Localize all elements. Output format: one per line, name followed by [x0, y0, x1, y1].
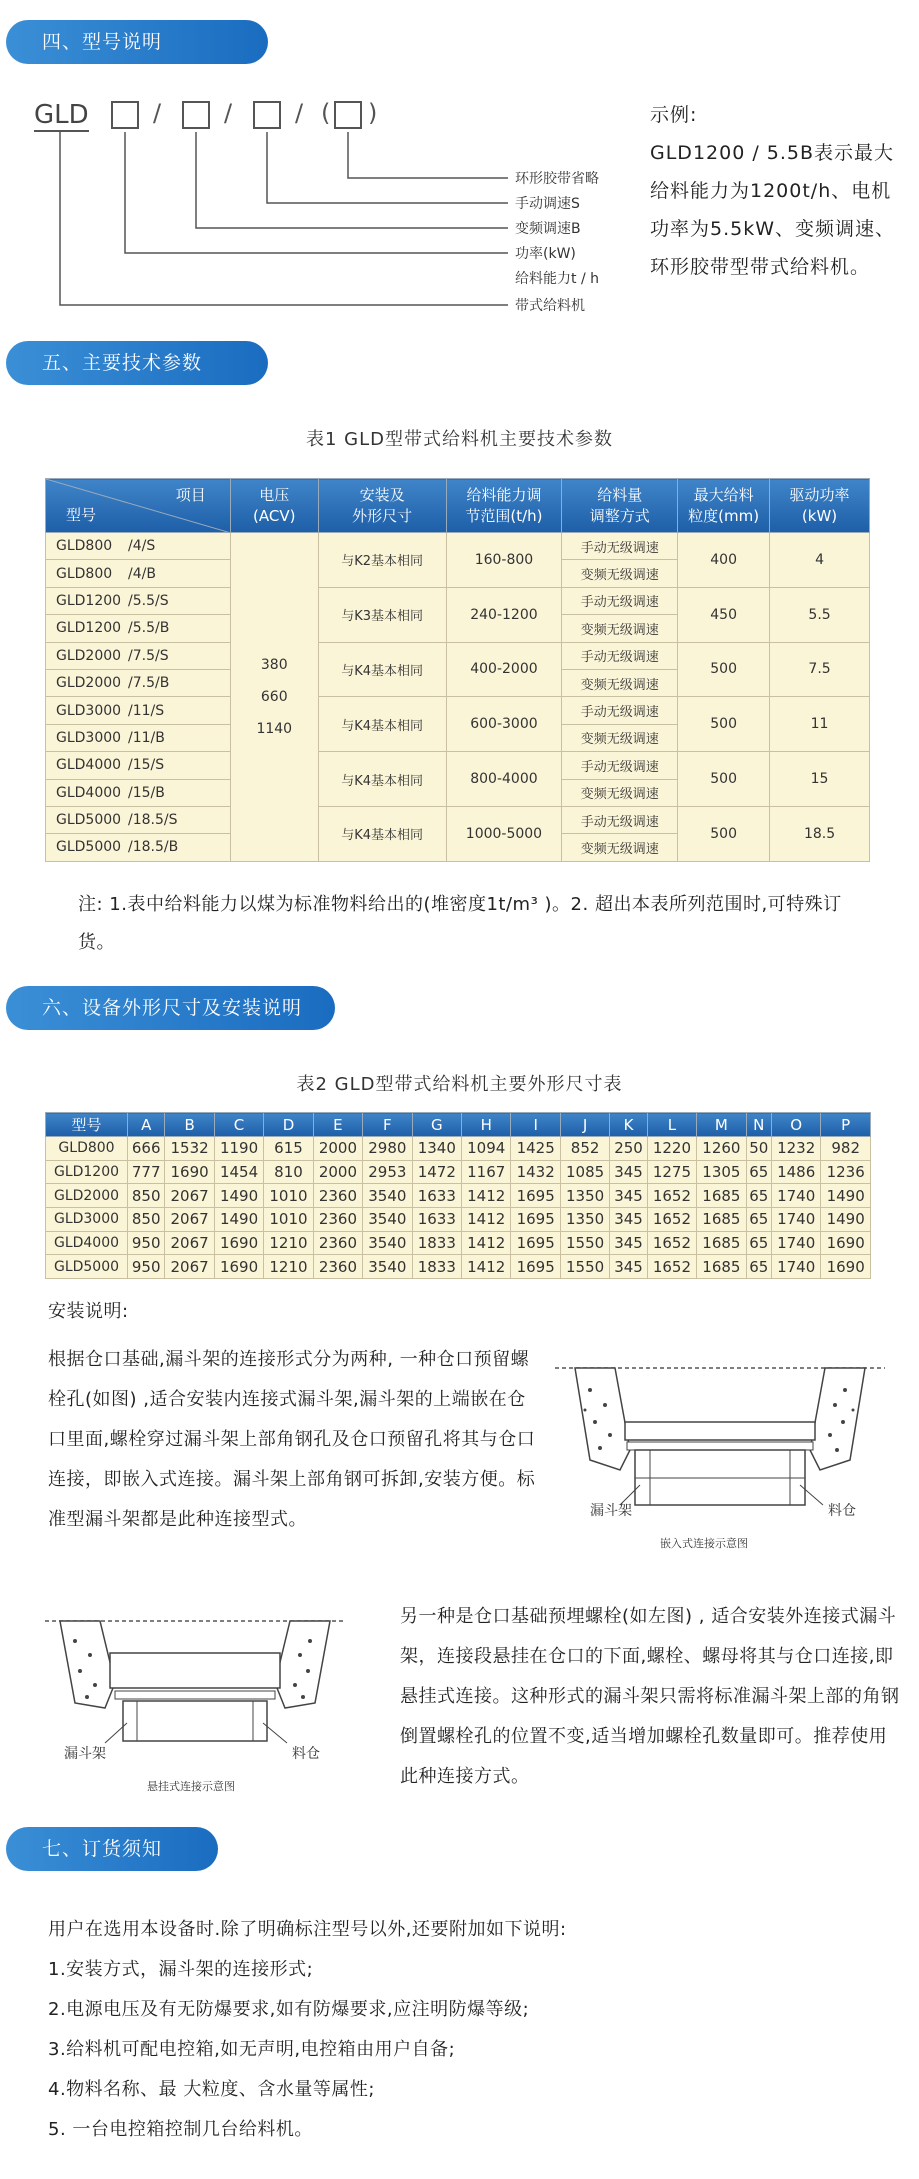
- adjust-mode-cell: 手动无级调速: [562, 533, 678, 560]
- dimension-cell: 3540: [363, 1208, 412, 1232]
- model-cell: GLD2000 /7.5/B: [46, 669, 231, 696]
- table-row: [46, 806, 870, 833]
- order-item-1: 1.安装方式，漏斗架的连接形式;: [48, 1959, 314, 1980]
- dimension-cell: 1010: [264, 1184, 313, 1208]
- dimension-cell: 1690: [165, 1160, 214, 1184]
- table-row: [46, 642, 870, 669]
- header-adjust: 给料量 调整方式: [562, 479, 678, 533]
- capacity-cell: 1000-5000: [446, 806, 562, 861]
- dimension-cell: 1690: [214, 1231, 263, 1255]
- embedded-caption: 嵌入式连接示意图: [660, 1537, 748, 1550]
- dimension-cell: 65: [746, 1255, 771, 1279]
- table-row: [46, 587, 870, 614]
- dimension-cell: 1210: [264, 1255, 313, 1279]
- install-paragraph-1: 根据仓口基础,漏斗架的连接形式分为两种, 一种仓口预留螺栓孔(如图) ,适合安装内连接式漏斗架,漏斗架的上端嵌在仓口里面,螺栓穿过漏斗架上部角钢孔及仓口预留孔将其与仓口连接，即嵌入式连接。漏斗架上部角钢可拆卸,安装方便。标准型漏斗架都是此种连接型式。: [48, 1349, 536, 1530]
- legend-manual: 手动调速S: [515, 196, 580, 212]
- capacity-cell: 240-1200: [446, 587, 562, 642]
- table2-caption: 表2 GLD型带式给料机主要外形尺寸表: [296, 1074, 623, 1095]
- model-cell: GLD1200 /5.5/B: [46, 615, 231, 642]
- model-prefix: GLD: [34, 100, 89, 130]
- dimension-cell: 2067: [165, 1255, 214, 1279]
- column-header: D: [264, 1113, 313, 1137]
- adjust-mode-cell: 手动无级调速: [562, 806, 678, 833]
- adjust-mode-cell: 变频无级调速: [562, 834, 678, 861]
- model-cell: GLD3000: [46, 1208, 128, 1232]
- install-cell: 与K4基本相同: [318, 806, 446, 861]
- table-row: [46, 752, 870, 779]
- dimension-cell: 850: [128, 1208, 165, 1232]
- dimension-cell: 2360: [313, 1184, 362, 1208]
- dimension-cell: 1190: [214, 1137, 263, 1161]
- grain-cell: 400: [678, 533, 770, 588]
- dimension-cell: 65: [746, 1184, 771, 1208]
- power-cell: 7.5: [770, 642, 870, 697]
- header-power: 驱动功率 (kW): [770, 479, 870, 533]
- column-header: M: [697, 1113, 746, 1137]
- dimension-cell: 982: [821, 1137, 871, 1161]
- dimension-cell: 1740: [771, 1208, 820, 1232]
- dimension-cell: 1550: [560, 1255, 609, 1279]
- dimension-cell: 1350: [560, 1184, 609, 1208]
- dimension-cell: 1275: [647, 1160, 696, 1184]
- model-cell: GLD800 /4/S: [46, 533, 231, 560]
- dimension-cell: 1412: [462, 1255, 511, 1279]
- grain-cell: 450: [678, 587, 770, 642]
- column-header: N: [746, 1113, 771, 1137]
- adjust-mode-cell: 手动无级调速: [562, 587, 678, 614]
- dimension-cell: 777: [128, 1160, 165, 1184]
- order-intro: 用户在选用本设备时.除了明确标注型号以外,还要附加如下说明:: [48, 1919, 567, 1940]
- dimension-cell: 1260: [697, 1137, 746, 1161]
- dimension-cell: 1652: [647, 1184, 696, 1208]
- model-close-paren: ): [368, 99, 378, 127]
- column-header: F: [363, 1113, 412, 1137]
- dimension-cell: 1740: [771, 1231, 820, 1255]
- dimension-cell: 1633: [412, 1184, 461, 1208]
- dimension-cell: 50: [746, 1137, 771, 1161]
- dimension-cell: 1305: [697, 1160, 746, 1184]
- section-title-params: 五、主要技术参数: [6, 341, 268, 385]
- adjust-mode-cell: 手动无级调速: [562, 642, 678, 669]
- dimension-cell: 250: [610, 1137, 647, 1161]
- dimension-cell: 1210: [264, 1231, 313, 1255]
- column-header: 型号: [46, 1113, 128, 1137]
- power-cell: 4: [770, 533, 870, 588]
- model-slash: /: [295, 99, 304, 127]
- adjust-mode-cell: 变频无级调速: [562, 724, 678, 751]
- dimension-cell: 1085: [560, 1160, 609, 1184]
- header-item: 项目: [175, 486, 206, 504]
- dimension-cell: 1695: [511, 1255, 560, 1279]
- dimension-cell: 1490: [821, 1184, 871, 1208]
- embedded-bin-label: 料仓: [828, 1503, 856, 1519]
- dimension-cell: 1652: [647, 1255, 696, 1279]
- example-label: 示例:: [650, 104, 698, 126]
- table-row: [46, 1208, 871, 1232]
- dimension-cell: 1633: [412, 1208, 461, 1232]
- model-cell: GLD4000 /15/S: [46, 752, 231, 779]
- dimension-cell: 1232: [771, 1137, 820, 1161]
- dimension-cell: 2000: [313, 1160, 362, 1184]
- column-header: H: [462, 1113, 511, 1137]
- install-cell: 与K4基本相同: [318, 697, 446, 752]
- model-cell: GLD3000 /11/B: [46, 724, 231, 751]
- section-title-dimensions: 六、设备外形尺寸及安装说明: [6, 986, 335, 1030]
- suspended-hopper-label: 漏斗架: [64, 1746, 106, 1762]
- model-cell: GLD1200 /5.5/S: [46, 587, 231, 614]
- tech-params-table: [45, 478, 870, 862]
- dimension-cell: 345: [610, 1255, 647, 1279]
- table-row: [46, 1231, 871, 1255]
- table-row: [46, 697, 870, 724]
- model-cell: GLD3000 /11/S: [46, 697, 231, 724]
- power-cell: 15: [770, 752, 870, 807]
- model-connector-lines-2: [0, 0, 520, 330]
- column-header: E: [313, 1113, 362, 1137]
- model-cell: GLD2000: [46, 1184, 128, 1208]
- dimension-cell: 1833: [412, 1231, 461, 1255]
- dimension-cell: 345: [610, 1160, 647, 1184]
- capacity-cell: 160-800: [446, 533, 562, 588]
- example-text: GLD1200 / 5.5B表示最大给料能力为1200t/h、电机功率为5.5kW、变频调速、环形胶带型带式给料机。: [650, 142, 896, 278]
- dimension-cell: 65: [746, 1231, 771, 1255]
- dimension-cell: 1490: [821, 1208, 871, 1232]
- grain-cell: 500: [678, 697, 770, 752]
- adjust-mode-cell: 手动无级调速: [562, 752, 678, 779]
- header-install: 安装及 外形尺寸: [318, 479, 446, 533]
- grain-cell: 500: [678, 642, 770, 697]
- dimension-cell: 850: [128, 1184, 165, 1208]
- table-row: [46, 1160, 871, 1184]
- install-cell: 与K4基本相同: [318, 642, 446, 697]
- table1-note: 注: 1.表中给料能力以煤为标准物料给出的(堆密度1t/m³ )。2. 超出本表所列范围时,可特殊订货。: [78, 894, 842, 953]
- order-item-5: 5. 一台电控箱控制几台给料机。: [48, 2119, 313, 2140]
- install-cell: 与K3基本相同: [318, 587, 446, 642]
- legend-capacity: 给料能力t / h: [515, 271, 599, 287]
- dimension-cell: 345: [610, 1231, 647, 1255]
- table-row: [46, 533, 870, 560]
- dimension-cell: 2953: [363, 1160, 412, 1184]
- dimension-cell: 1695: [511, 1208, 560, 1232]
- dimension-cell: 1340: [412, 1137, 461, 1161]
- adjust-mode-cell: 变频无级调速: [562, 560, 678, 587]
- dimension-cell: 3540: [363, 1255, 412, 1279]
- adjust-mode-cell: 变频无级调速: [562, 615, 678, 642]
- legend-power: 功率(kW): [515, 246, 576, 262]
- table-row: [46, 1137, 871, 1161]
- suspended-bin-label: 料仓: [292, 1746, 320, 1762]
- model-example: [650, 96, 910, 286]
- model-cell: GLD5000 /18.5/B: [46, 834, 231, 861]
- order-notes: [48, 1910, 868, 2150]
- dimension-cell: 2067: [165, 1208, 214, 1232]
- order-item-2: 2.电源电压及有无防爆要求,如有防爆要求,应注明防爆等级;: [48, 1999, 530, 2020]
- model-cell: GLD1200: [46, 1160, 128, 1184]
- column-header: O: [771, 1113, 820, 1137]
- dimension-cell: 1486: [771, 1160, 820, 1184]
- adjust-mode-cell: 变频无级调速: [562, 779, 678, 806]
- model-cell: GLD800 /4/B: [46, 560, 231, 587]
- dimensions-table: [45, 1112, 871, 1279]
- embedded-hopper-label: 漏斗架: [590, 1503, 632, 1519]
- model-cell: GLD4000: [46, 1231, 128, 1255]
- dimension-cell: 1432: [511, 1160, 560, 1184]
- dimension-cell: 1454: [214, 1160, 263, 1184]
- dimension-cell: 345: [610, 1184, 647, 1208]
- dimension-cell: 852: [560, 1137, 609, 1161]
- dimension-cell: 65: [746, 1160, 771, 1184]
- dimension-cell: 2360: [313, 1255, 362, 1279]
- dimension-cell: 2067: [165, 1231, 214, 1255]
- table1-caption: 表1 GLD型带式给料机主要技术参数: [305, 429, 613, 450]
- dimension-cell: 1412: [462, 1231, 511, 1255]
- dimension-cell: 1833: [412, 1255, 461, 1279]
- column-header: C: [214, 1113, 263, 1137]
- column-header: B: [165, 1113, 214, 1137]
- dimension-cell: 65: [746, 1208, 771, 1232]
- install-title: 安装说明:: [48, 1301, 129, 1322]
- order-item-3: 3.给料机可配电控箱,如无声明,电控箱由用户自备;: [48, 2039, 456, 2060]
- dimension-cell: 2067: [165, 1184, 214, 1208]
- capacity-cell: 600-3000: [446, 697, 562, 752]
- dimension-cell: 1685: [697, 1231, 746, 1255]
- model-cell: GLD5000: [46, 1255, 128, 1279]
- column-header: J: [560, 1113, 609, 1137]
- legend-belt: 环形胶带省略: [515, 171, 599, 187]
- install-cell: 与K2基本相同: [318, 533, 446, 588]
- model-open-paren: (: [321, 99, 331, 127]
- dimension-cell: 1685: [697, 1208, 746, 1232]
- dimension-cell: 1167: [462, 1160, 511, 1184]
- dimension-cell: 1740: [771, 1255, 820, 1279]
- dimension-cell: 2000: [313, 1137, 362, 1161]
- adjust-mode-cell: 变频无级调速: [562, 669, 678, 696]
- model-slash: /: [153, 99, 162, 127]
- dimension-cell: 1740: [771, 1184, 820, 1208]
- header-voltage: 电压 (ACV): [230, 479, 318, 533]
- dimension-cell: 1220: [647, 1137, 696, 1161]
- capacity-cell: 800-4000: [446, 752, 562, 807]
- dimension-cell: 1412: [462, 1208, 511, 1232]
- model-cell: GLD5000 /18.5/S: [46, 806, 231, 833]
- grain-cell: 500: [678, 752, 770, 807]
- dimension-cell: 1094: [462, 1137, 511, 1161]
- column-header: P: [821, 1113, 871, 1137]
- voltage-cell: 380 660 1140: [230, 533, 318, 862]
- dimension-cell: 1695: [511, 1231, 560, 1255]
- column-header: L: [647, 1113, 696, 1137]
- power-cell: 5.5: [770, 587, 870, 642]
- dimension-cell: 1695: [511, 1184, 560, 1208]
- suspended-caption: 悬挂式连接示意图: [147, 1780, 235, 1793]
- model-slash: /: [224, 99, 233, 127]
- dimension-cell: 1490: [214, 1184, 263, 1208]
- dimension-cell: 345: [610, 1208, 647, 1232]
- dimension-cell: 1412: [462, 1184, 511, 1208]
- dimension-cell: 1490: [214, 1208, 263, 1232]
- dimension-cell: 1532: [165, 1137, 214, 1161]
- dimension-cell: 2980: [363, 1137, 412, 1161]
- section-title-order: 七、订货须知: [6, 1827, 218, 1871]
- table-row: [46, 1255, 871, 1279]
- adjust-mode-cell: 手动无级调速: [562, 697, 678, 724]
- dimension-cell: 1472: [412, 1160, 461, 1184]
- dimension-cell: 666: [128, 1137, 165, 1161]
- install-cell: 与K4基本相同: [318, 752, 446, 807]
- dimension-cell: 615: [264, 1137, 313, 1161]
- dimension-cell: 1010: [264, 1208, 313, 1232]
- section-title-model: 四、型号说明: [6, 20, 268, 64]
- dimension-cell: 1685: [697, 1184, 746, 1208]
- header-capacity: 给料能力调 节范围(t/h): [446, 479, 562, 533]
- dimension-cell: 950: [128, 1255, 165, 1279]
- grain-cell: 500: [678, 806, 770, 861]
- capacity-cell: 400-2000: [446, 642, 562, 697]
- legend-vfd: 变频调速B: [515, 221, 581, 237]
- dimension-cell: 950: [128, 1231, 165, 1255]
- model-cell: GLD800: [46, 1137, 128, 1161]
- column-header: A: [128, 1113, 165, 1137]
- dimension-cell: 2360: [313, 1231, 362, 1255]
- dimension-cell: 1236: [821, 1160, 871, 1184]
- power-cell: 11: [770, 697, 870, 752]
- dimension-cell: 2360: [313, 1208, 362, 1232]
- dimension-cell: 1652: [647, 1208, 696, 1232]
- column-header: I: [511, 1113, 560, 1137]
- dimension-cell: 1425: [511, 1137, 560, 1161]
- header-grain: 最大给料 粒度(mm): [678, 479, 770, 533]
- dimension-cell: 1550: [560, 1231, 609, 1255]
- dimension-cell: 810: [264, 1160, 313, 1184]
- install-paragraph-2: 另一种是仓口基础预埋螺栓(如左图) , 适合安装外连接式漏斗架，连接段悬挂在仓口的下面,螺栓、螺母将其与仓口连接,即悬挂式连接。这种形式的漏斗架只需将标准漏斗架上部的角钢倒置螺栓孔的位置不变,适当增加螺栓孔数量即可。推荐使用此种连接方式。: [400, 1606, 900, 1787]
- power-cell: 18.5: [770, 806, 870, 861]
- column-header: K: [610, 1113, 647, 1137]
- dimension-cell: 1685: [697, 1255, 746, 1279]
- order-item-4: 4.物料名称、最 大粒度、含水量等属性;: [48, 2079, 375, 2100]
- dimension-cell: 1690: [821, 1255, 871, 1279]
- legend-feeder: 带式给料机: [515, 298, 585, 314]
- dimension-cell: 3540: [363, 1231, 412, 1255]
- dimension-cell: 1690: [214, 1255, 263, 1279]
- table-row: [46, 1184, 871, 1208]
- model-cell: GLD4000 /15/B: [46, 779, 231, 806]
- model-cell: GLD2000 /7.5/S: [46, 642, 231, 669]
- dimension-cell: 1350: [560, 1208, 609, 1232]
- header-item-model: [46, 479, 231, 533]
- dimension-cell: 1652: [647, 1231, 696, 1255]
- header-model: 型号: [66, 506, 97, 524]
- dimension-cell: 1690: [821, 1231, 871, 1255]
- column-header: G: [412, 1113, 461, 1137]
- dimension-cell: 3540: [363, 1184, 412, 1208]
